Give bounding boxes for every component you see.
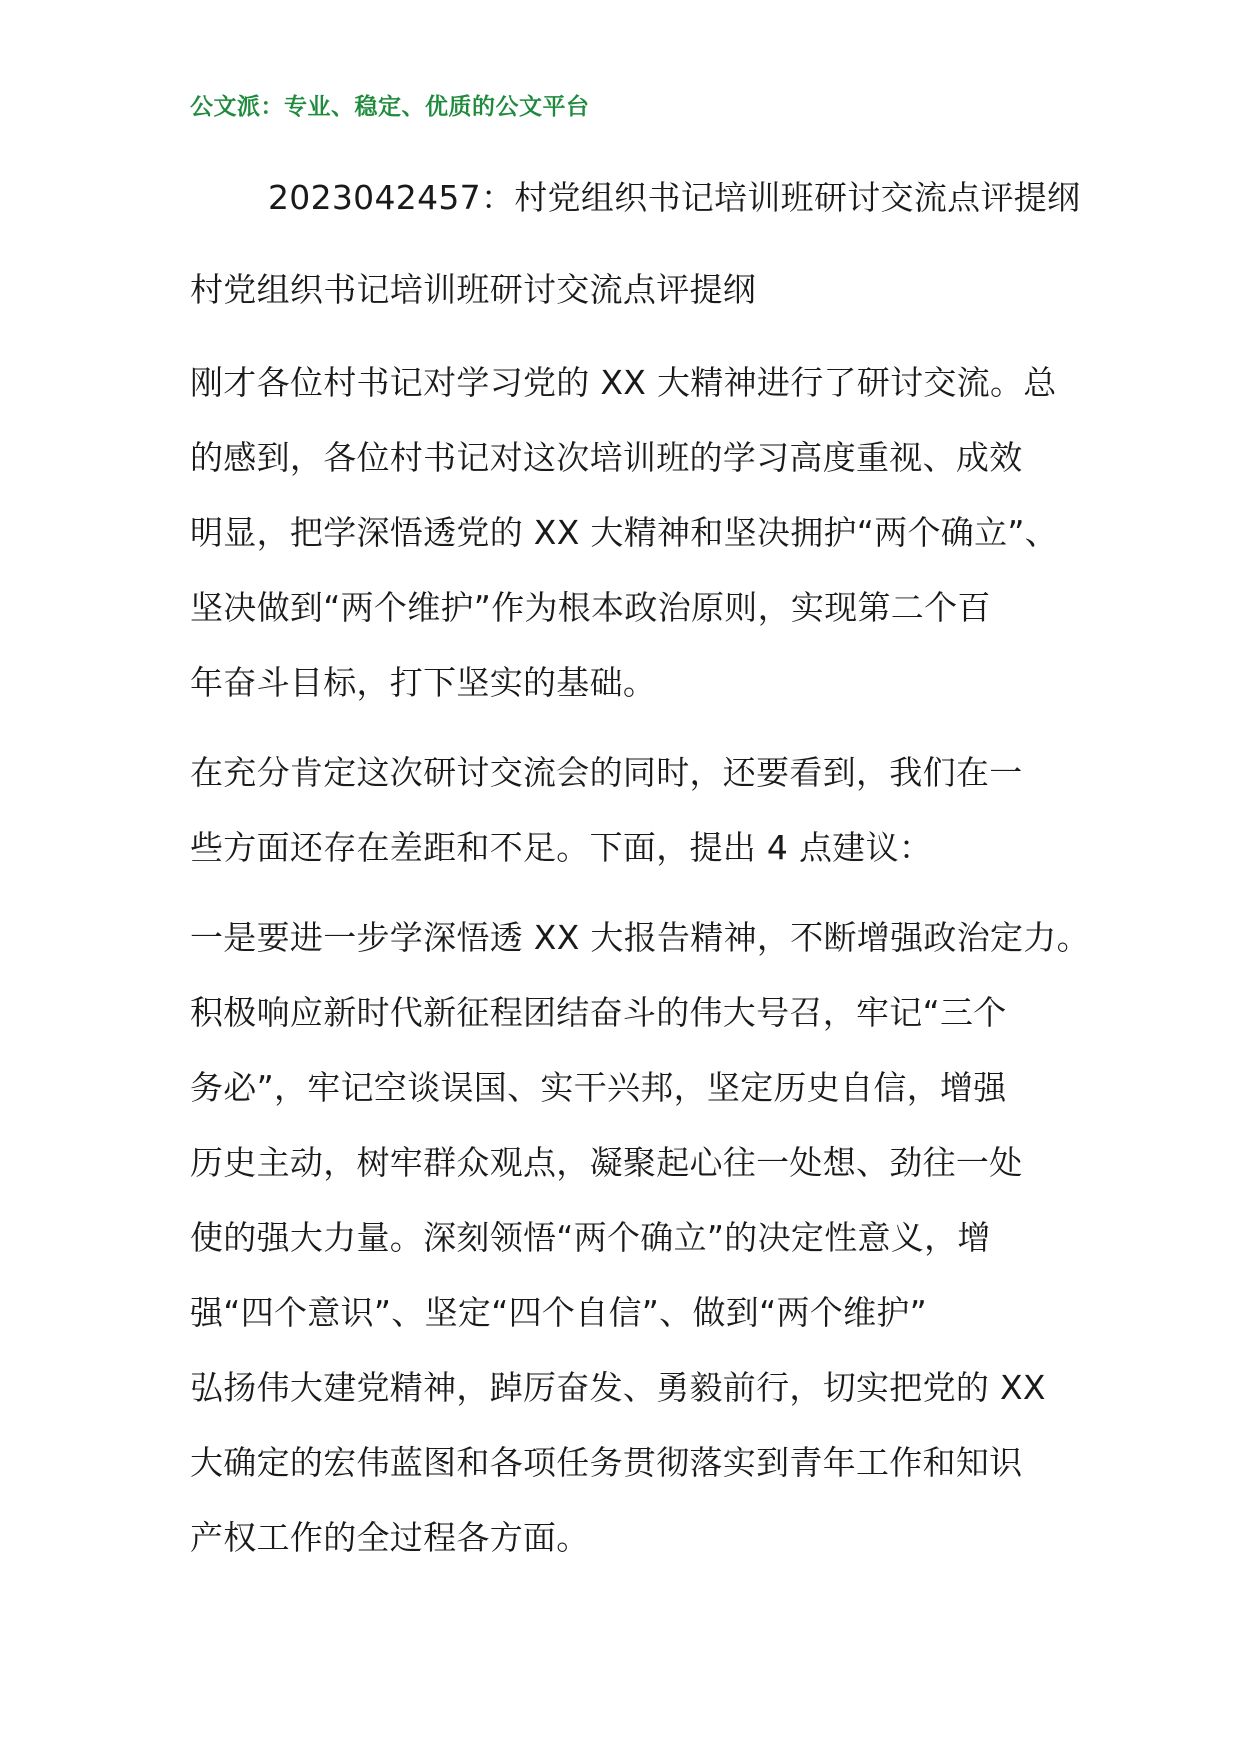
paragraph-intro [190, 345, 1070, 720]
header-brand-text: 公文派：专业、稳定、优质的公文平台 [190, 94, 590, 120]
text-line: 坚决做到“两个维护”作为根本政治原则，实现第二个百 [190, 588, 991, 627]
text-line: 产权工作的全过程各方面。 [190, 1518, 590, 1557]
text-line: 一是要进一步学深悟透 XX 大报告精神，不断增强政治定力。 [190, 918, 1090, 957]
text-line: 刚才各位村书记对学习党的 XX 大精神进行了研讨交流。总 [190, 363, 1057, 402]
text-line: 些方面还存在差距和不足。下面，提出 4 点建议： [190, 828, 933, 867]
paragraph-suggestions-intro [190, 735, 1070, 885]
text-line: 积极响应新时代新征程团结奋斗的伟大号召，牢记“三个 [190, 993, 1007, 1032]
text-line: 的感到，各位村书记对这次培训班的学习高度重视、成效 [190, 438, 1023, 477]
text-line: 大确定的宏伟蓝图和各项任务贯彻落实到青年工作和知识 [190, 1443, 1023, 1482]
text-line: 强“四个意识”、坚定“四个自信”、做到“两个维护” [190, 1293, 928, 1332]
text-line: 明显，把学深悟透党的 XX 大精神和坚决拥护“两个确立”、 [190, 513, 1059, 552]
paragraph-point-one [190, 900, 1090, 1575]
document-subtitle: 村党组织书记培训班研讨交流点评提纲 [190, 270, 757, 309]
text-line: 在充分肯定这次研讨交流会的同时，还要看到，我们在一 [190, 753, 1023, 792]
text-line: 使的强大力量。深刻领悟“两个确立”的决定性意义，增 [190, 1218, 991, 1257]
document-title: 2023042457：村党组织书记培训班研讨交流点评提纲 [268, 178, 1081, 217]
text-line: 务必”，牢记空谈误国、实干兴邦，坚定历史自信，增强 [190, 1068, 1007, 1107]
text-line: 历史主动，树牢群众观点，凝聚起心往一处想、劲往一处 [190, 1143, 1023, 1182]
text-line: 弘扬伟大建党精神，踔厉奋发、勇毅前行，切实把党的 XX [190, 1368, 1046, 1407]
text-line: 年奋斗目标，打下坚实的基础。 [190, 663, 657, 702]
